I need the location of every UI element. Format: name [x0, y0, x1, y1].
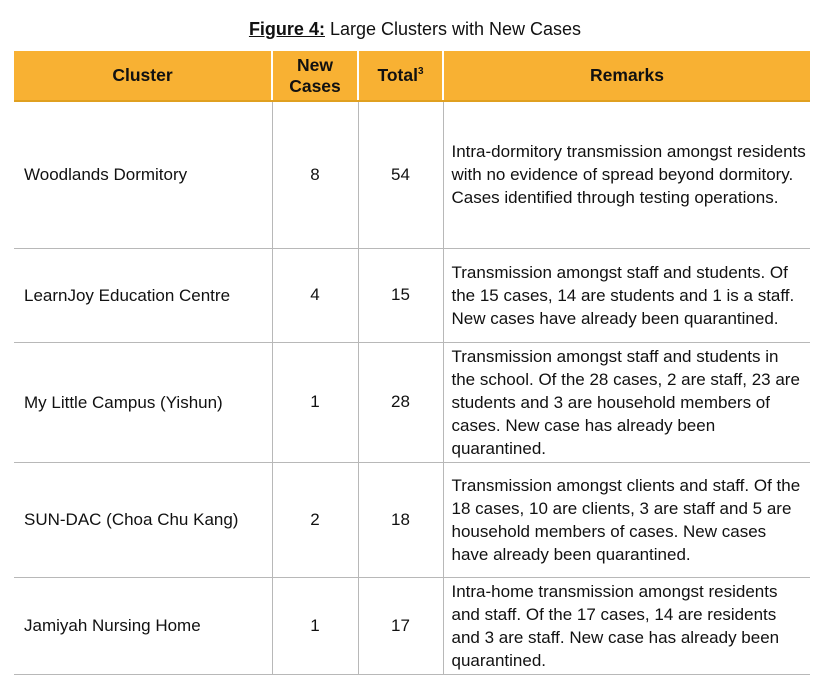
figure-number: Figure 4: [248, 19, 325, 39]
new-cases: 1 [272, 342, 358, 462]
cluster-name: LearnJoy Education Centre [14, 248, 272, 342]
header-total [358, 51, 443, 101]
cluster-name: My Little Campus (Yishun) [14, 342, 272, 462]
header-cluster: Cluster [14, 51, 272, 101]
total-cases: 54 [358, 101, 443, 248]
new-cases: 4 [272, 248, 358, 342]
table-row [14, 462, 810, 577]
total-cases: 17 [358, 577, 443, 674]
total-cases: 28 [358, 342, 443, 462]
remarks: Intra-dormitory transmission amongst residents with no evidence of spread beyond dormitory. Cases identified through testing operations. [443, 101, 810, 248]
table-row [14, 342, 810, 462]
cluster-name: Jamiyah Nursing Home [14, 577, 272, 674]
header-remarks: Remarks [443, 51, 810, 101]
figure-caption [0, 19, 830, 40]
remarks: Transmission amongst staff and students in the school. Of the 28 cases, 2 are staff, 23 are students and 3 are household members of cases. New case has already been quarantined. [443, 342, 810, 462]
figure-title: Large Clusters with New Cases [324, 19, 582, 39]
table-row [14, 577, 810, 674]
header-new-cases-line2: Cases [289, 75, 341, 96]
header-total-label: Total [377, 65, 418, 85]
header-total-footnote: 3 [417, 66, 424, 78]
cluster-name: SUN-DAC (Choa Chu Kang) [14, 462, 272, 577]
table-row [14, 101, 810, 248]
header-row [14, 51, 810, 101]
remarks: Intra-home transmission amongst residents and staff. Of the 17 cases, 14 are residents and 3 are staff. New case has already been quarantined. [443, 577, 810, 674]
cluster-name: Woodlands Dormitory [14, 101, 272, 248]
total-cases: 18 [358, 462, 443, 577]
remarks: Transmission amongst staff and students. Of the 15 cases, 14 are students and 1 is a staff. New cases have already been quarantined. [443, 248, 810, 342]
header-new-cases [272, 51, 358, 101]
clusters-table [14, 51, 810, 675]
table-row [14, 248, 810, 342]
new-cases: 1 [272, 577, 358, 674]
new-cases: 8 [272, 101, 358, 248]
header-new-cases-line1: New [297, 54, 333, 75]
new-cases: 2 [272, 462, 358, 577]
total-cases: 15 [358, 248, 443, 342]
remarks: Transmission amongst clients and staff. Of the 18 cases, 10 are clients, 3 are staff and 5 are household members of cases. New cases have already been quarantined. [443, 462, 810, 577]
